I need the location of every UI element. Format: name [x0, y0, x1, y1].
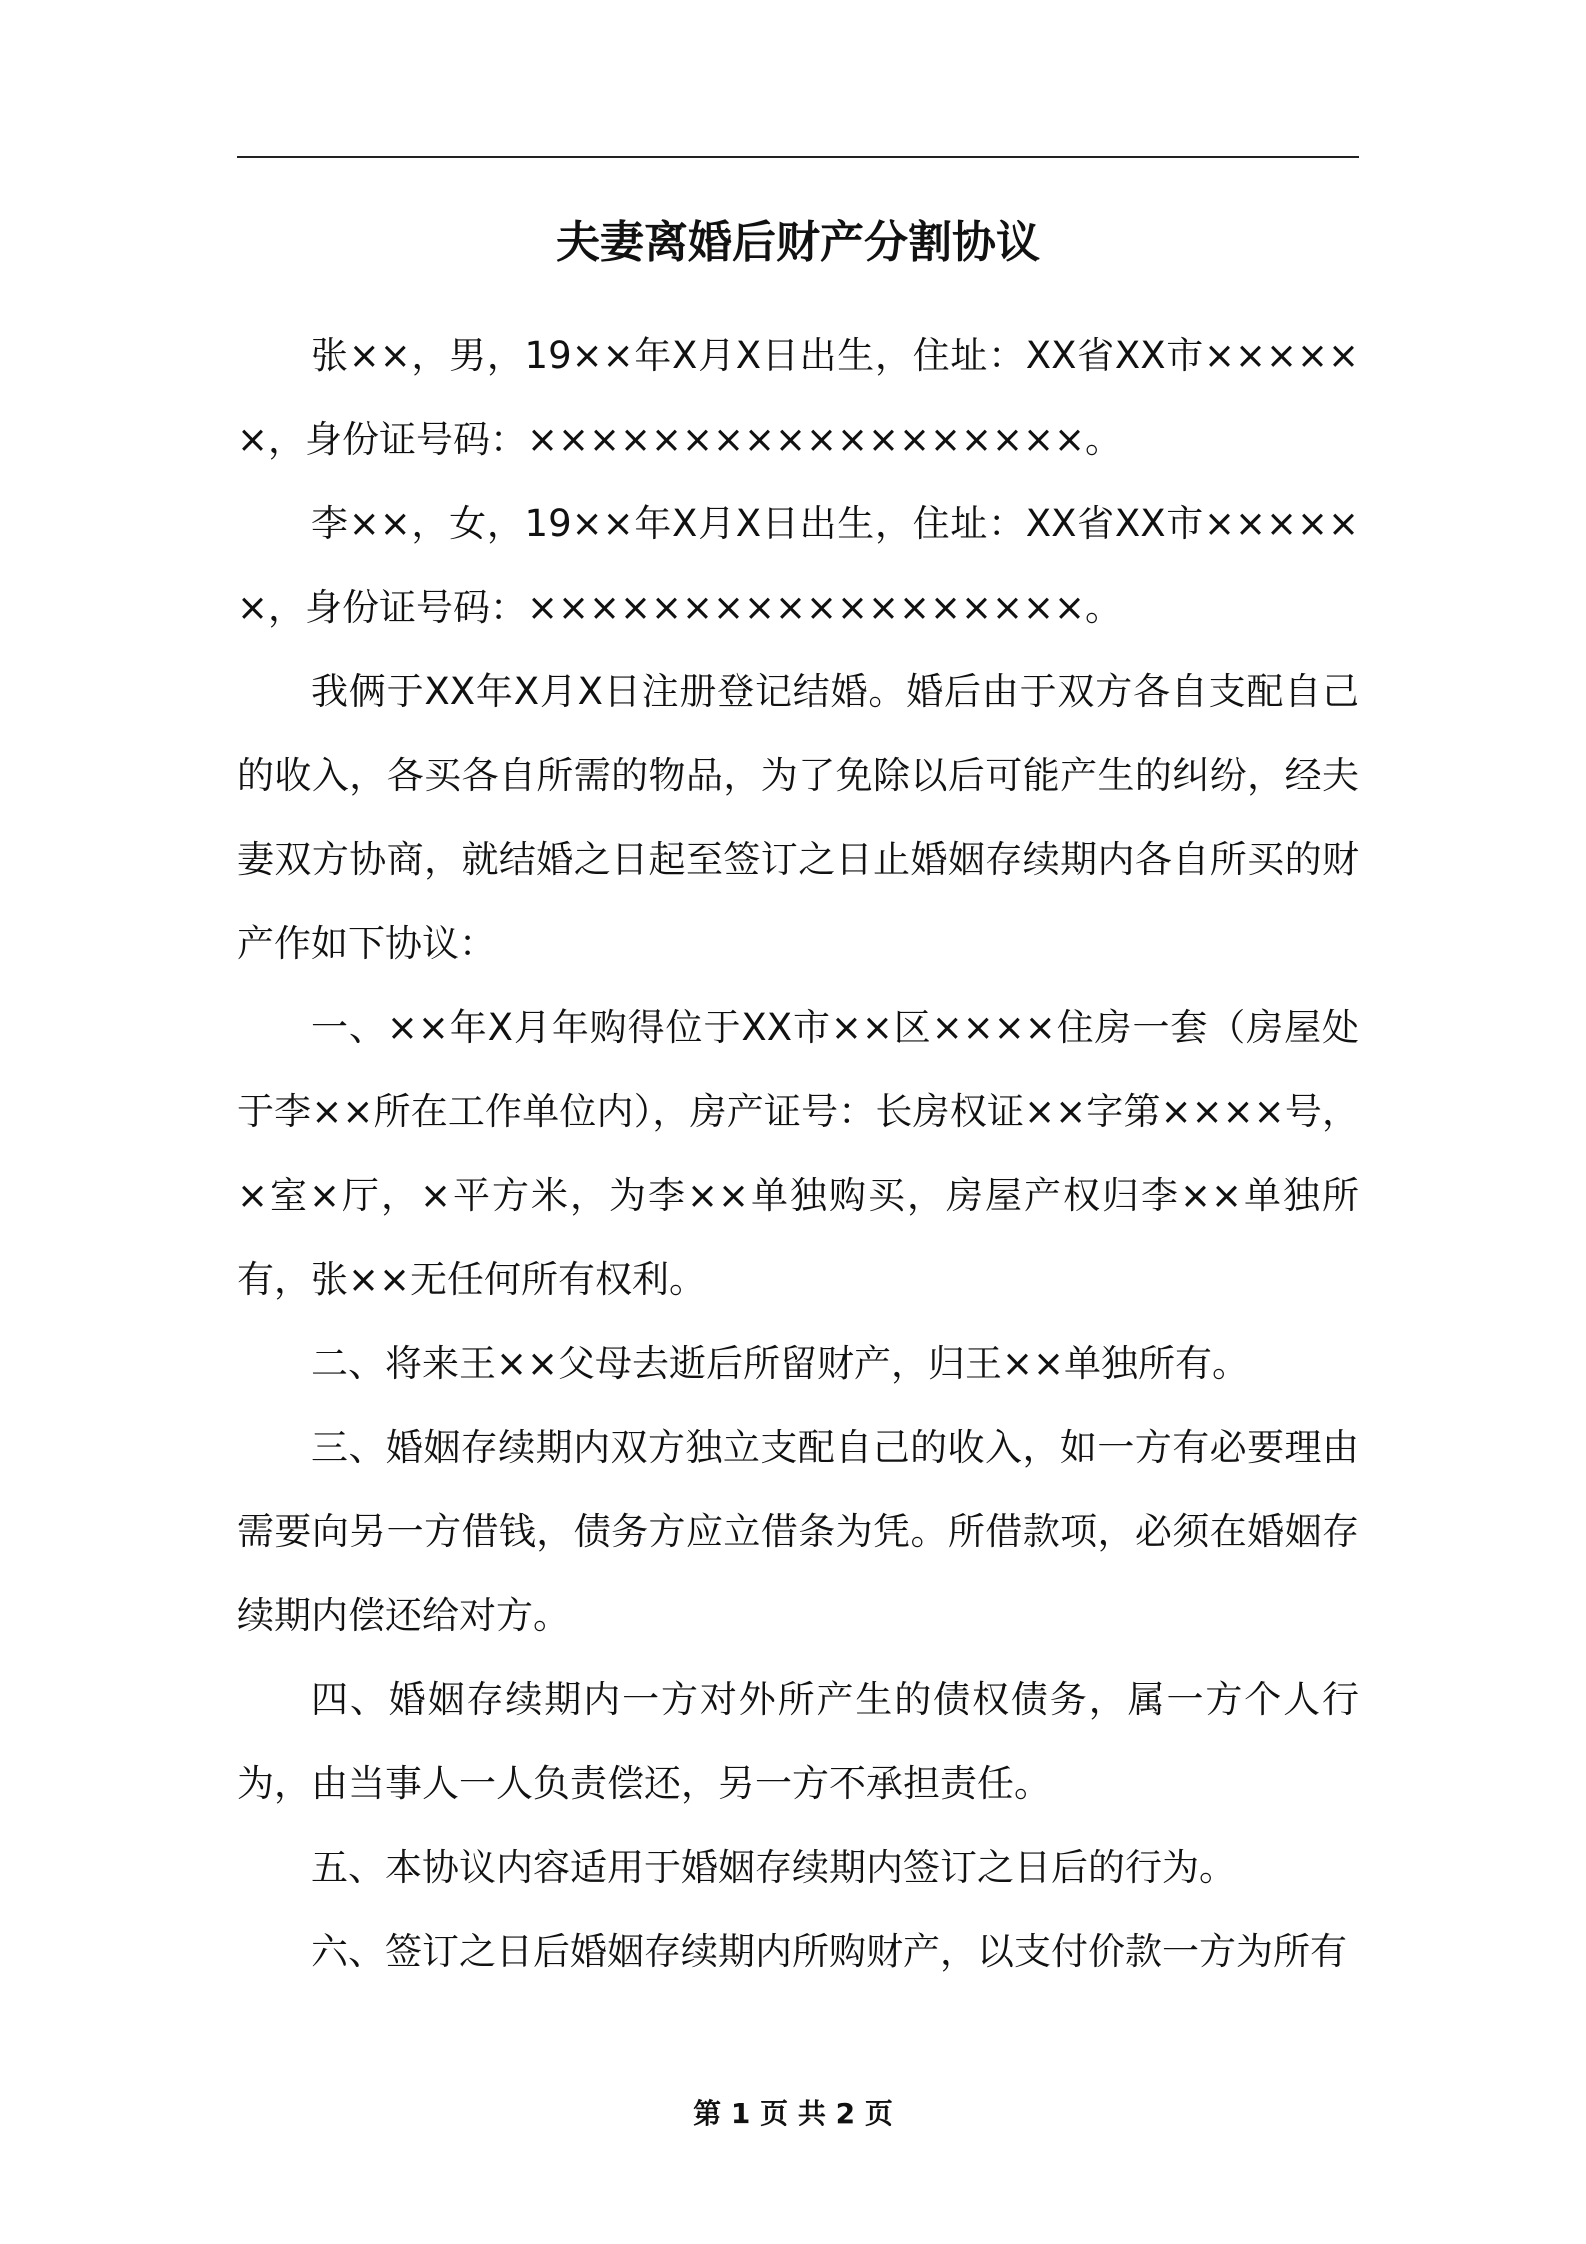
header-rule — [237, 156, 1359, 158]
paragraph-preamble: 我俩于XX年X月X日注册登记结婚。婚后由于双方各自支配自己的收入，各买各自所需的物品，为了免除以后可能产生的纠纷，经夫妻双方协商，就结婚之日起至签订之日止婚姻存续期内各自所买的财产作如下协议： — [237, 670, 1359, 965]
clause-2: 二、将来王××父母去逝后所留财产，归王××单独所有。 — [311, 1342, 1250, 1385]
paragraph-party-zhang: 张××，男，19××年X月X日出生，住址：XX省XX市××××××，身份证号码：××××××××××××××××××。 — [237, 334, 1359, 461]
clause-1: 一、××年X月年购得位于XX市××区××××住房一套（房屋处于李××所在工作单位内），房产证号：长房权证××字第××××号，×室×厅，×平方米，为李××单独购买，房屋产权归李××单独所有，张××无任何所有权利。 — [237, 1006, 1359, 1301]
clause-3: 三、婚姻存续期内双方独立支配自己的收入，如一方有必要理由需要向另一方借钱，债务方应立借条为凭。所借款项，必须在婚姻存续期内偿还给对方。 — [237, 1426, 1359, 1637]
clause-6: 六、签订之日后婚姻存续期内所购财产，以支付价款一方为所有 — [311, 1930, 1347, 1973]
document-body — [237, 314, 1359, 1994]
document-title: 夫妻离婚后财产分割协议 — [556, 217, 1040, 268]
page-number-footer: 第 1 页 共 2 页 — [693, 2097, 893, 2130]
clause-5: 五、本协议内容适用于婚姻存续期内签订之日后的行为。 — [311, 1846, 1236, 1889]
clause-4: 四、婚姻存续期内一方对外所产生的债权债务，属一方个人行为，由当事人一人负责偿还，另一方不承担责任。 — [237, 1678, 1359, 1805]
paragraph-party-li: 李××，女，19××年X月X日出生，住址：XX省XX市××××××，身份证号码：××××××××××××××××××。 — [237, 502, 1359, 629]
